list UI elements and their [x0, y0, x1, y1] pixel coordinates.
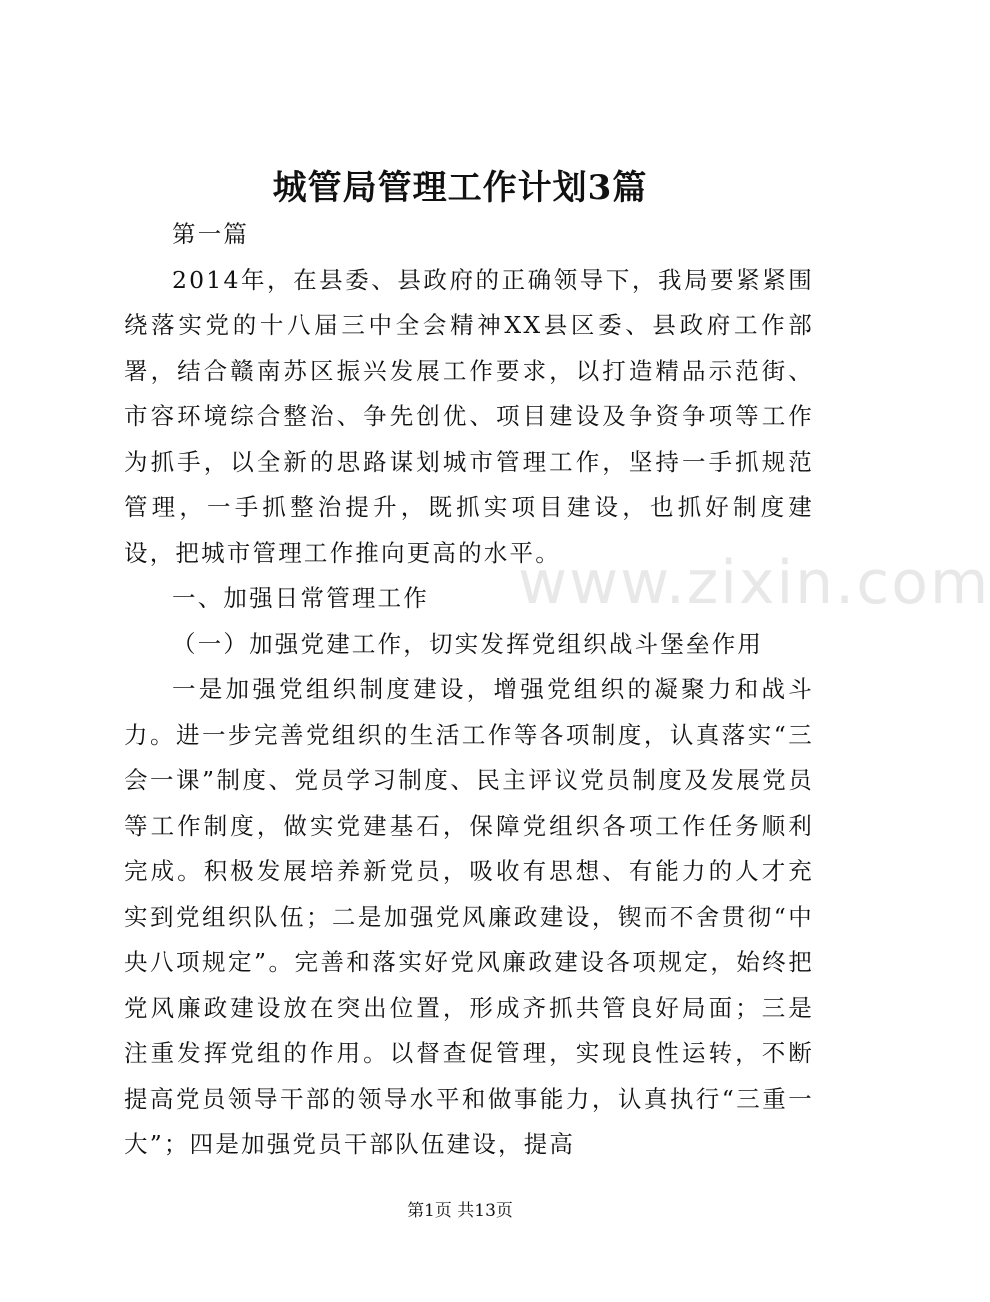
- section-heading-1: 一、加强日常管理工作: [172, 584, 429, 612]
- watermark: www.zixin.com: [518, 548, 990, 618]
- subsection-heading-1: （一）加强党建工作，切实发挥党组织战斗堡垒作用: [172, 629, 764, 658]
- page-footer: 第1页 共13页: [407, 1201, 513, 1221]
- document-body: [124, 212, 814, 1168]
- body-paragraph: 一是加强党组织制度建设，增强党组织的凝聚力和战斗力。进一步完善党组织的生活工作等各项制度，认真落实“三会一课”制度、党员学习制度、民主评议党员制度及发展党员等工作制度，做实党建基石，保障党组织各项工作任务顺利完成。积极发展培养新党员，吸收有思想、有能力的人才充实到党组织队伍；二是加强党风廉政建设，锲而不舍贯彻“中央八项规定”。完善和落实好党风廉政建设各项规定，始终把党风廉政建设放在突出位置，形成齐抓共管良好局面；三是注重发挥党组的作用。以督查促管理，实现良性运转，不断提高党员领导干部的领导水平和做事能力，认真执行“三重一大”；四是加强党员干部队伍建设，提高: [124, 675, 814, 1158]
- section-heading-first: 第一篇: [172, 220, 250, 248]
- document-title: 城管局管理工作计划3篇: [272, 168, 648, 208]
- intro-paragraph: 2014年，在县委、县政府的正确领导下，我局要紧紧围绕落实党的十八届三中全会精神XX县区委、县政府工作部署，结合赣南苏区振兴发展工作要求，以打造精品示范街、市容环境综合整治、争先创优、项目建设及争资争项等工作为抓手，以全新的思路谋划城市管理工作，坚持一手抓规范管理，一手抓整治提升，既抓实项目建设，也抓好制度建设，把城市管理工作推向更高的水平。: [124, 265, 814, 567]
